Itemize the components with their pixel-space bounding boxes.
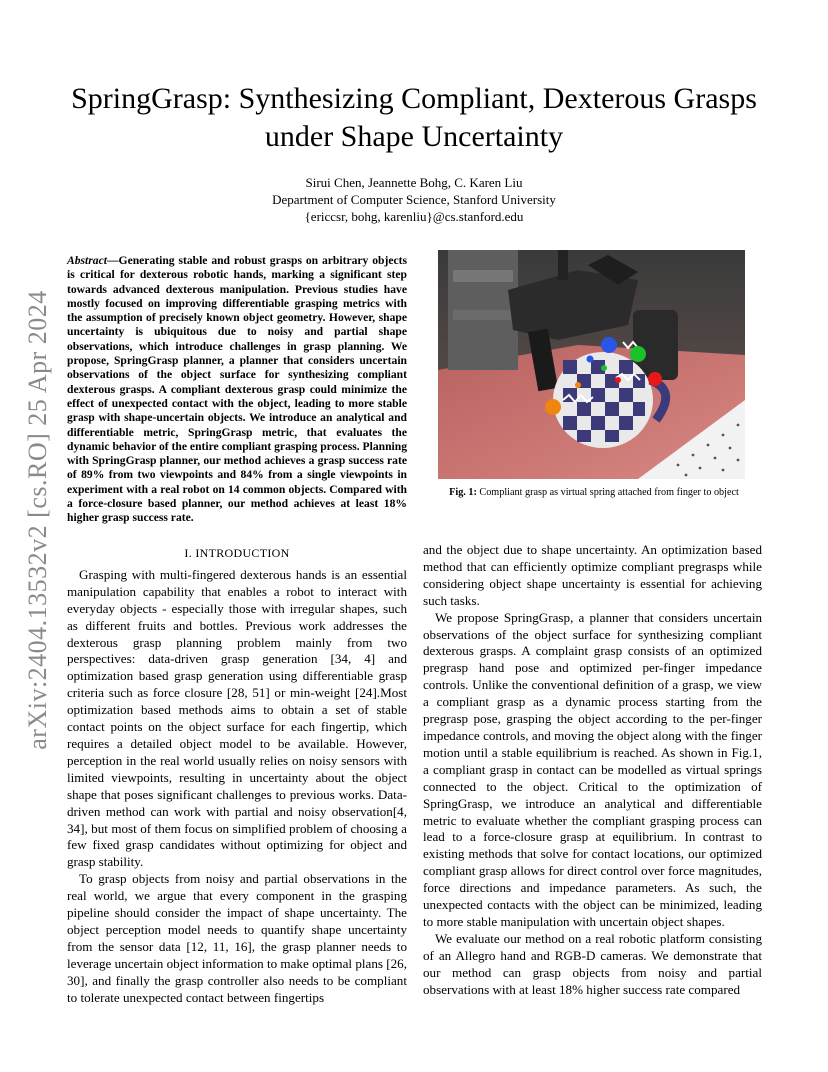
author-block [70,174,758,225]
paragraph: Grasping with multi-fingered dexterous hands is an essential manipulation capability that enables a robot to interact with everyday objects - especially those with irregular shapes, such as different fruits and bottles. Previous work addresses the dexterous grasp planning problem mainly from two perspectives: data-driven grasp generation [34, 4] and optimization based grasp generation using differentiable grasp criteria such as force closure [28, 51] or min-weight [24].Most optimization based methods aims to obtain a set of stable contact points on the object surface for each fingertip, which requires a detailed object model to be available. However, perception in the real world usually relies on noisy sensors with limited viewpoints, resulting in uncertainty about the object shape that poses significant challenges to previous works. Data-driven method can work with partial and noisy observation[4, 34], but most of them focus on simplified problem of choosing a few fixed grasp candidates without optimizing for object and grasp stability. [67,566,407,870]
abstract [67,254,407,526]
paper-title: SpringGrasp: Synthesizing Compliant, Dexterous Grasps under Shape Uncertainty [71,82,757,153]
contact-marker-blue [601,337,617,353]
paragraph: We evaluate our method on a real robotic platform consisting of an Allegro hand and RGB-D cameras. We demonstrate that our method can grasp objects from noisy and partial observations with at least 18% higher success rate compared [423,930,762,997]
figure-caption-text: Compliant grasp as virtual spring attached from finger to object [479,487,739,498]
left-column-body [67,536,407,1006]
author-email: {ericcsr, bohg, karenliu}@cs.stanford.edu [304,209,524,224]
paragraph: We propose SpringGrasp, a planner that considers uncertain observations of the object surface for synthesizing compliant dexterous grasps. A complaint grasp consists of an optimized pregrasp hand pose and optimized per-finger impedance controls. Unlike the conventional definition of a grasp, we view a compliant grasp as a dynamic process starting from the pregrasp pose, grasping the object according to the per-finger impedance controls, and moving the object along with the finger motion until a stable equilibrium is reached. As shown in Fig.1, a compliant grasp in contact can be modelled as virtual springs connected to the object. Critical to the optimization of SpringGrasp, we introduce an analytical and differentiable metric to evaluate whether the compliant grasping process can lead to a force-closure grasp at equilibrium. In contrast to existing methods that solve for contact locations, our optimized compliant grasp allows for direct control over force magnitudes, force directions and impedance parameters. As such, the unexpected contacts with the object can be minimized, leading to more stable manipulation with uncertain object shapes. [423,609,762,929]
abstract-label: Abstract [67,254,107,267]
right-column-body [423,542,762,998]
author-affiliation: Department of Computer Science, Stanford University [272,192,556,207]
figure-1-photo [438,250,745,479]
figure-1-caption [432,486,756,499]
figure-label: Fig. 1: [449,487,477,498]
arxiv-side-label [8,280,68,760]
abstract-text: —Generating stable and robust grasps on arbitrary objects is critical for dexterous robotic hands, marking a significant step towards advanced dexterous manipulation. Previous studies have mostly focused on improving differentiable grasping metrics with the assumption of precisely known object geometry. However, shape uncertainty is ubiquitous due to noisy and partial shape observations, which introduce challenges in grasp planning. We propose, SpringGrasp planner, a planner that considers uncertain observations of the object surface for synthesizing compliant dexterous grasps. A compliant dexterous grasp could minimize the effect of unexpected contact with the object, leading to more stable grasp with shape-uncertain objects. We introduce an analytical and differentiable metric, SpringGrasp metric, that evaluates the dynamic behavior of the entire compliant grasping process. Planning with SpringGrasp planner, our method achieves a grasp success rate of 89% from two viewpoints and 84% from a single viewpoints in experiment with a real robot on 14 common objects. Compared with a force-closure based planner, our method achieves at least 18% higher grasp success rate. [67,254,407,525]
arxiv-identifier: arXiv:2404.13532v2 [cs.RO] 25 Apr 2024 [23,290,52,750]
author-names: Sirui Chen, Jeannette Bohg, C. Karen Liu [305,175,523,190]
paragraph: and the object due to shape uncertainty. An optimization based method that can efficiently optimize compliant pregrasps while considering object shape uncertainty is essential for achieving such tasks. [423,542,762,608]
contact-marker-red [648,372,662,386]
section-heading-introduction: I. INTRODUCTION [184,546,290,560]
contact-marker-orange [545,399,561,415]
paragraph: To grasp objects from noisy and partial observations in the real world, we argue that every component in the grasping pipeline should consider the impact of shape uncertainty. The object perception model needs to quantify shape uncertainty from the sensor data [12, 11, 16], the grasp planner needs to leverage uncertain object information to make optimal plans [26, 30], and finally the grasp controller also needs to be compliant to tolerate unexpected contact between fingertips [67,871,407,1005]
robot-grasp-illustration [438,250,745,479]
contact-marker-green [630,346,646,362]
